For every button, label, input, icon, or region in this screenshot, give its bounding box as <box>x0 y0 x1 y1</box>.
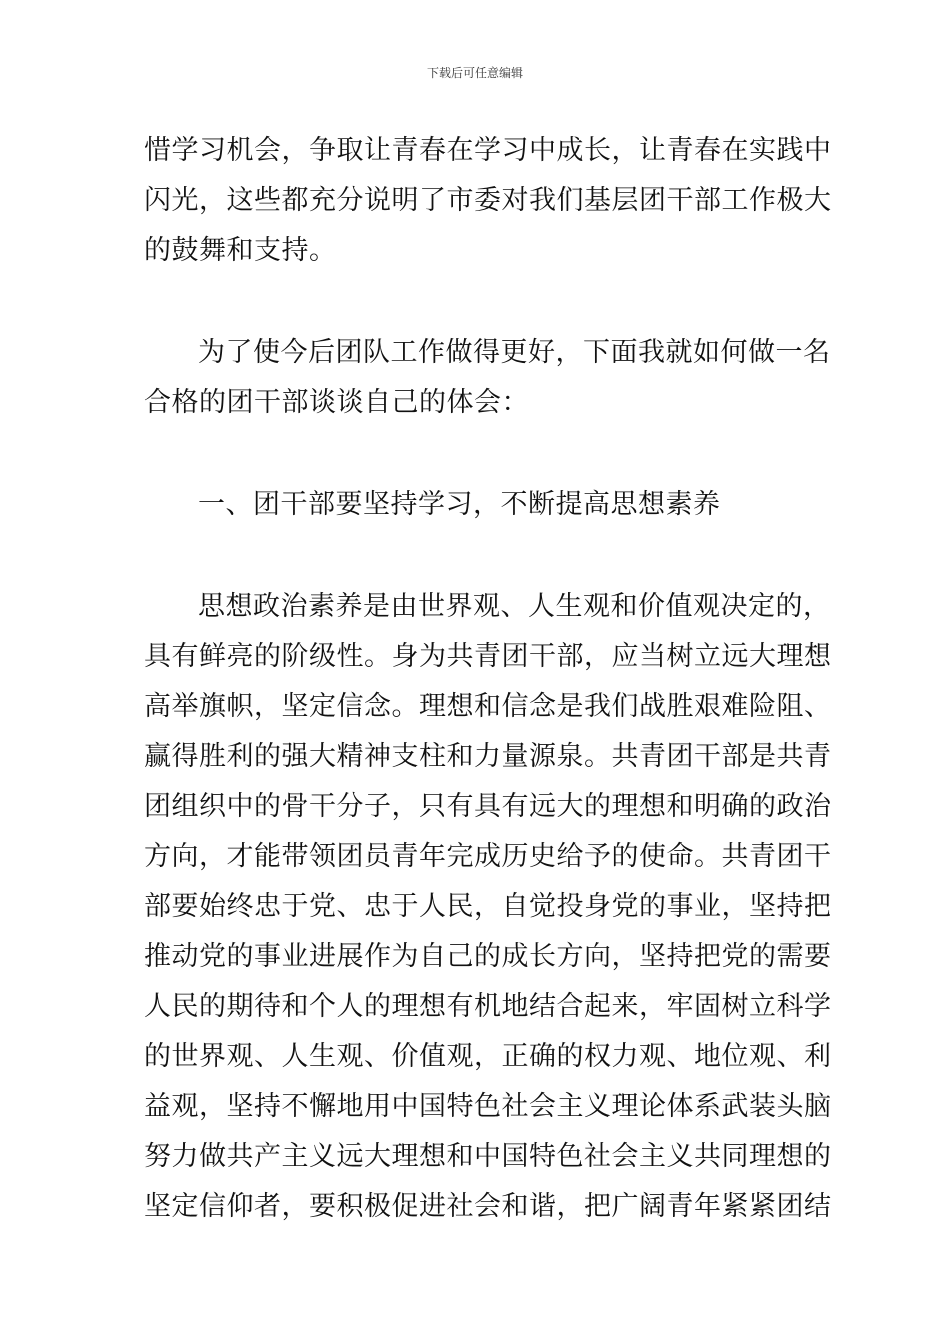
section-heading <box>144 480 814 530</box>
heading-line: 一、团干部要坚持学习，不断提高思想素养 <box>198 489 721 520</box>
paragraph-gap <box>144 428 814 480</box>
text-line: 的世界观、人生观、价值观，正确的权力观、地位观、利 <box>144 1041 832 1072</box>
text-line: 益观，坚持不懈地用中国特色社会主义理论体系武装头脑 <box>144 1091 832 1122</box>
text-line: 推动党的事业进展作为自己的成长方向，坚持把党的需要 <box>144 941 832 972</box>
text-line: 思想政治素养是由世界观、人生观和价值观决定的， <box>198 591 831 622</box>
text-line: 闪光，这些都充分说明了市委对我们基层团干部工作极大 <box>144 185 832 216</box>
text-line: 高举旗帜，坚定信念。理想和信念是我们战胜艰难险阻、 <box>144 691 832 722</box>
paragraph-gap <box>144 276 814 328</box>
paragraph-gap <box>144 530 814 582</box>
text-line: 坚定信仰者，要积极促进社会和谐，把广阔青年紧紧团结 <box>144 1191 832 1222</box>
document-body <box>144 126 832 1232</box>
text-line: 为了使今后团队工作做得更好，下面我就如何做一名 <box>198 337 831 368</box>
page-header: 下载后可任意编辑 <box>426 66 523 80</box>
paragraph-2 <box>144 328 831 428</box>
text-line: 的鼓舞和支持。 <box>144 235 337 266</box>
text-line: 具有鲜亮的阶级性。身为共青团干部，应当树立远大理想 <box>144 641 832 672</box>
paragraph-1 <box>144 126 832 276</box>
paragraph-4 <box>144 582 832 1232</box>
text-line: 部要始终忠于党、忠于人民，自觉投身党的事业，坚持把 <box>144 891 832 922</box>
text-line: 团组织中的骨干分子，只有具有远大的理想和明确的政治 <box>144 791 832 822</box>
text-line: 人民的期待和个人的理想有机地结合起来，牢固树立科学 <box>144 991 832 1022</box>
text-line: 努力做共产主义远大理想和中国特色社会主义共同理想的 <box>144 1141 832 1172</box>
text-line: 合格的团干部谈谈自己的体会： <box>144 387 529 418</box>
text-line: 惜学习机会，争取让青春在学习中成长，让青春在实践中 <box>144 135 832 166</box>
text-line: 赢得胜利的强大精神支柱和力量源泉。共青团干部是共青 <box>144 741 832 772</box>
text-line: 方向，才能带领团员青年完成历史给予的使命。共青团干 <box>144 841 832 872</box>
